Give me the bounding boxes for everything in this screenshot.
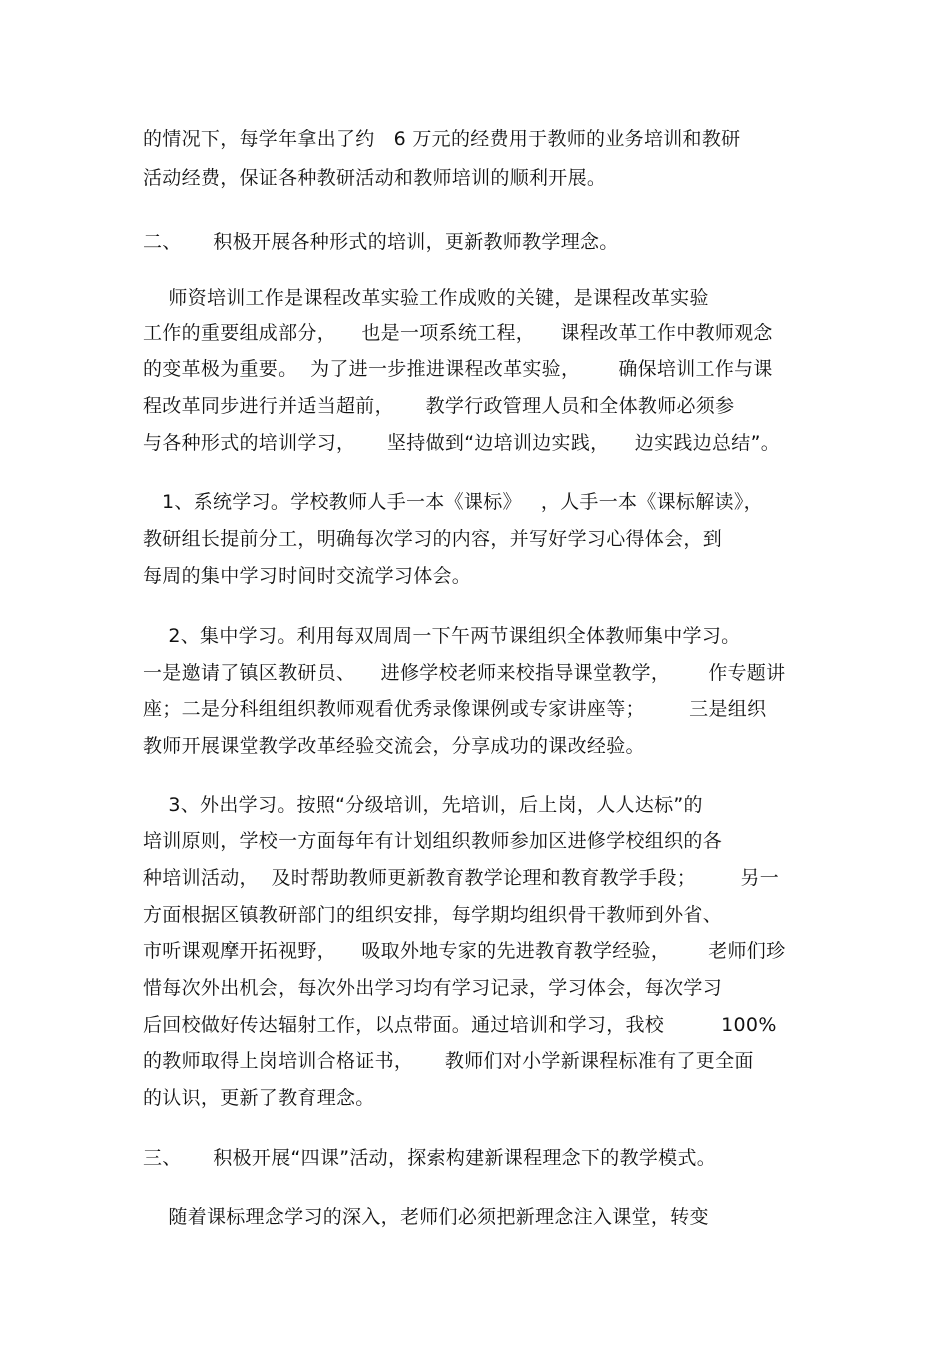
text-line: 的情况下，每学年拿出了约 6 万元的经费用于教师的业务培训和教研 — [143, 128, 741, 150]
text-line: 种培训活动， 及时帮助教师更新教育教学论理和教育教学手段； 另一 — [143, 867, 780, 889]
text-line: 工作的重要组成部分， 也是一项系统工程， 课程改革工作中教师观念 — [143, 322, 773, 344]
text-line: 每周的集中学习时间时交流学习体会。 — [143, 565, 472, 587]
text-line: 方面根据区镇教研部门的组织安排，每学期均组织骨干教师到外省、 — [143, 904, 723, 926]
text-line: 师资培训工作是课程改革实验工作成败的关键，是课程改革实验 — [143, 287, 709, 309]
text-line: 与各种形式的培训学习， 坚持做到“边培训边实践， 边实践边总结”。 — [143, 432, 781, 454]
text-line: 随着课标理念学习的深入，老师们必须把新理念注入课堂，转变 — [143, 1206, 709, 1228]
text-line: 的变革极为重要。 为了进一步推进课程改革实验， 确保培训工作与课 — [143, 358, 773, 380]
text-line: 惜每次外出机会，每次外出学习均有学习记录，学习体会，每次学习 — [143, 977, 723, 999]
text-line: 程改革同步进行并适当超前， 教学行政管理人员和全体教师必须参 — [143, 395, 735, 417]
text-line: 的认识，更新了教育理念。 — [143, 1087, 375, 1109]
text-line: 培训原则，学校一方面每年有计划组织教师参加区进修学校组织的各 — [143, 830, 723, 852]
section-heading: 三、 积极开展“四课”活动，探索构建新课程理念下的教学模式。 — [143, 1147, 717, 1169]
text-line: 座；二是分科组组织教师观看优秀录像课例或专家讲座等； 三是组织 — [143, 698, 767, 720]
text-line: 一是邀请了镇区教研员、 进修学校老师来校指导课堂教学， 作专题讲 — [143, 662, 786, 684]
text-line: 教师开展课堂教学改革经验交流会，分享成功的课改经验。 — [143, 735, 645, 757]
text-line: 的教师取得上岗培训合格证书， 教师们对小学新课程标准有了更全面 — [143, 1050, 754, 1072]
section-heading: 二、 积极开展各种形式的培训，更新教师教学理念。 — [143, 231, 619, 253]
text-line: 后回校做好传达辐射工作，以点带面。通过培训和学习，我校 100% — [143, 1014, 777, 1036]
text-line: 2、集中学习。利用每双周周一下午两节课组织全体教师集中学习。 — [143, 625, 741, 647]
text-line: 活动经费，保证各种教研活动和教师培训的顺利开展。 — [143, 167, 607, 189]
text-line: 教研组长提前分工，明确每次学习的内容，并写好学习心得体会，到 — [143, 528, 723, 550]
text-line: 市听课观摩开拓视野， 吸取外地专家的先进教育教学经验， 老师们珍 — [143, 940, 786, 962]
text-line: 1、系统学习。学校教师人手一本《课标》 ，人手一本《课标解读》， — [143, 491, 763, 513]
text-line: 3、外出学习。按照“分级培训，先培训，后上岗，人人达标”的 — [143, 794, 703, 816]
